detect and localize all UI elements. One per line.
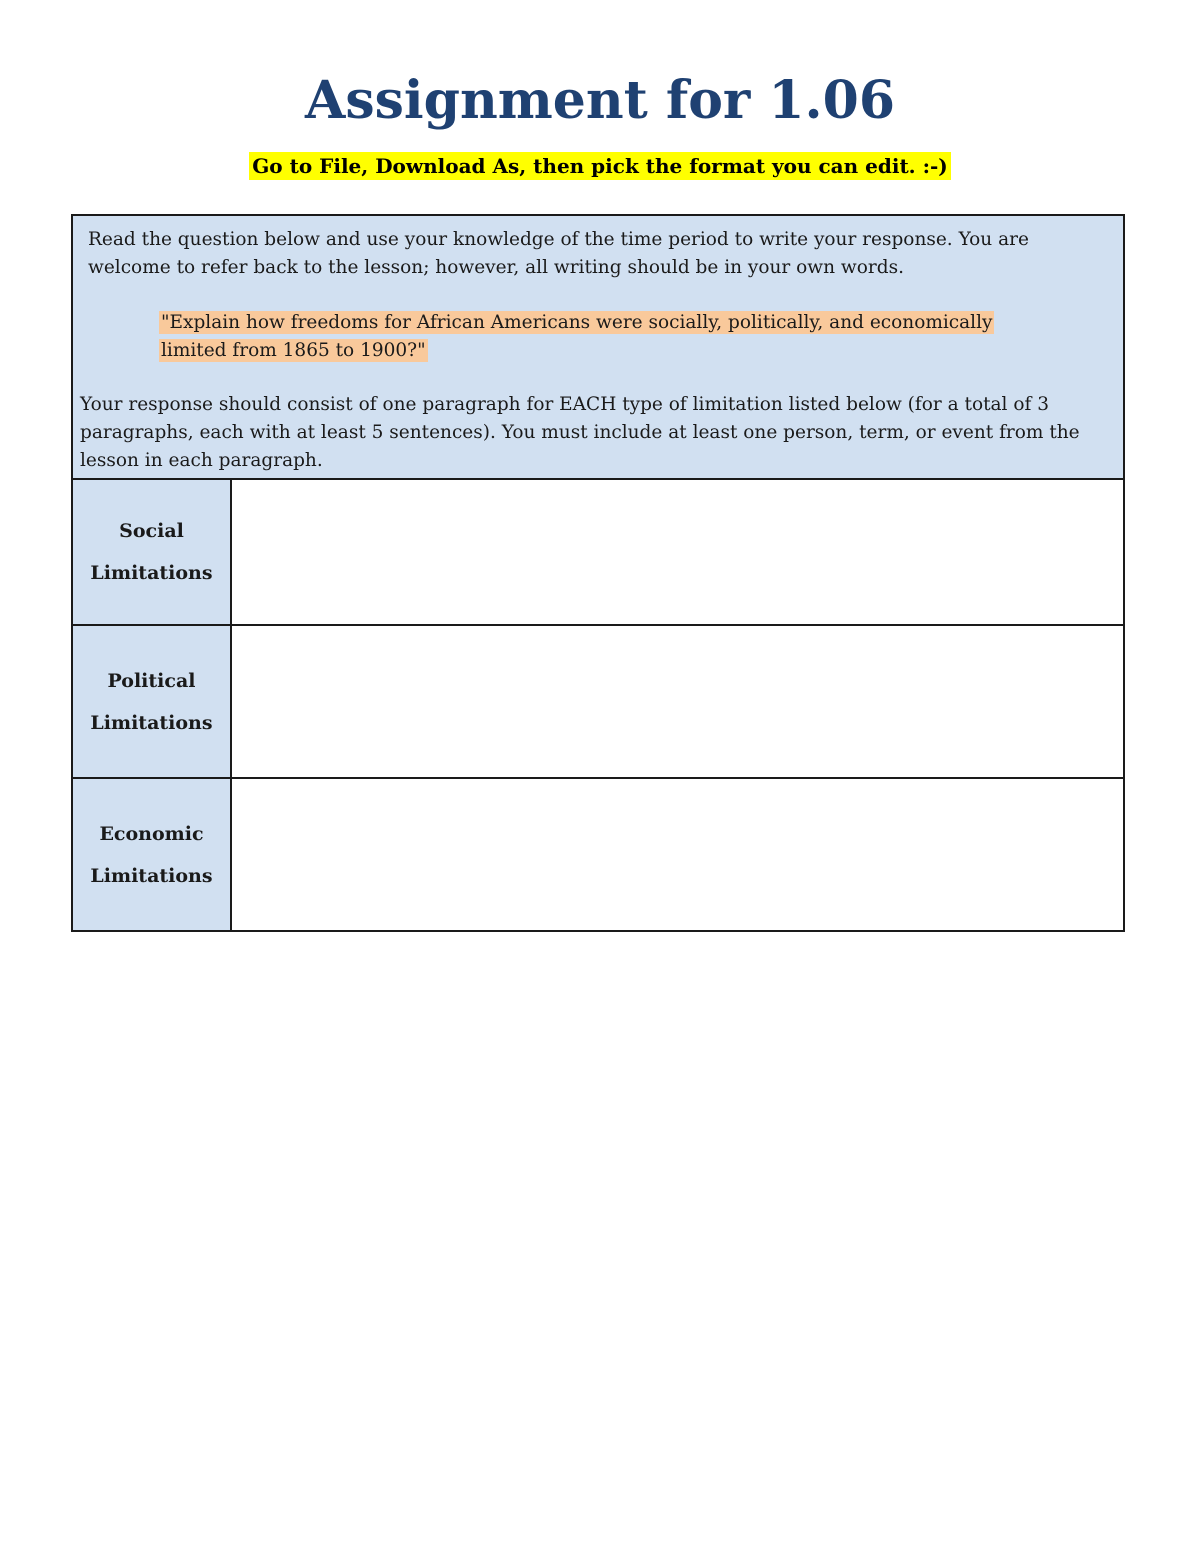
table-row-social <box>73 480 1123 626</box>
social-response-field[interactable] <box>232 480 1123 624</box>
economic-response-field[interactable] <box>232 779 1123 930</box>
row-label-political <box>73 626 232 777</box>
essay-question <box>159 309 1059 365</box>
subtitle-container <box>0 152 1200 180</box>
political-response-field[interactable] <box>232 626 1123 777</box>
row-label-line1: Economic <box>99 822 204 845</box>
instructions-cell <box>73 216 1123 480</box>
row-label-economic <box>73 779 232 930</box>
download-instruction: Go to File, Download As, then pick the format you can edit. :-) <box>249 152 951 180</box>
page-title: Assignment for 1.06 <box>304 70 896 131</box>
table-row-political <box>73 626 1123 779</box>
essay-question-text: "Explain how freedoms for African Americans were socially, politically, and economically limited from 1865 to 1900?" <box>161 312 993 361</box>
assignment-table <box>71 214 1125 932</box>
row-label-line1: Political <box>107 669 196 692</box>
row-label-line1: Social <box>119 520 184 542</box>
row-label-social <box>73 480 232 624</box>
instructions-requirements: Your response should consist of one paragraph for EACH type of limitation listed below (for a total of 3 paragraphs, each with at least 5 sentences). You must include at least one person, term, or event from the lesson in each paragraph. <box>80 394 1080 471</box>
instructions-intro: Read the question below and use your knowledge of the time period to write your response. You are welcome to refer back to the lesson; however, all writing should be in your own words. <box>88 229 1029 278</box>
row-label-line2: Limitations <box>90 864 213 887</box>
row-label-line2: Limitations <box>90 562 213 584</box>
table-row-economic <box>73 779 1123 930</box>
row-label-line2: Limitations <box>90 711 213 734</box>
